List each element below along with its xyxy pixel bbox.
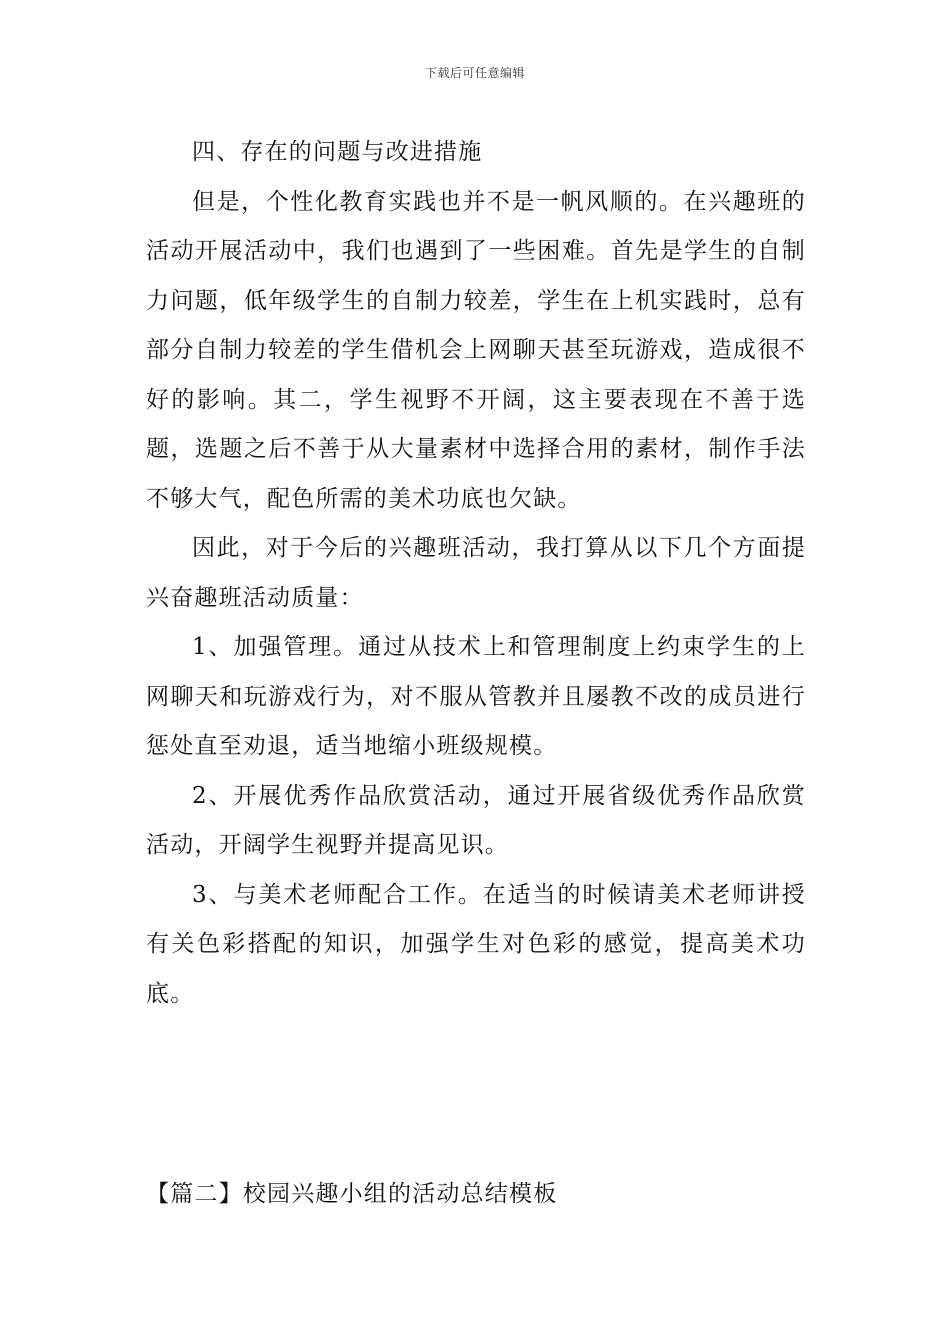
- paragraph-measure-2: 2、开展优秀作品欣赏活动，通过开展省级优秀作品欣赏活动，开阔学生视野并提高见识。: [146, 782, 806, 858]
- next-article-title: 【篇二】校园兴趣小组的活动总结模板: [146, 1181, 558, 1207]
- page-header-note: 下载后可任意编辑: [424, 66, 525, 80]
- document-body: [146, 128, 806, 1019]
- paragraph-problems: 但是，个性化教育实践也并不是一帆风顺的。在兴趣班的活动开展活动中，我们也遇到了一些困难。首先是学生的自制力问题，低年级学生的自制力较差，学生在上机实践时，总有部分自制力较差的学生借机会上网聊天甚至玩游戏，造成很不好的影响。其二，学生视野不开阔，这主要表现在不善于选题，选题之后不善于从大量素材中选择合用的素材，制作手法不够大气，配色所需的美术功底也欠缺。: [146, 188, 806, 512]
- paragraph-measure-1: 1、加强管理。通过从技术上和管理制度上约束学生的上网聊天和玩游戏行为，对不服从管教并且屡教不改的成员进行惩处直至劝退，适当地缩小班级规模。: [146, 634, 806, 759]
- paragraph-measure-3: 3、与美术老师配合工作。在适当的时候请美术老师讲授有关色彩搭配的知识，加强学生对色彩的感觉，提高美术功底。: [146, 881, 806, 1007]
- section-heading: 四、存在的问题与改进措施: [192, 139, 483, 165]
- paragraph-plan-intro: 因此，对于今后的兴趣班活动，我打算从以下几个方面提兴奋趣班活动质量：: [146, 535, 806, 611]
